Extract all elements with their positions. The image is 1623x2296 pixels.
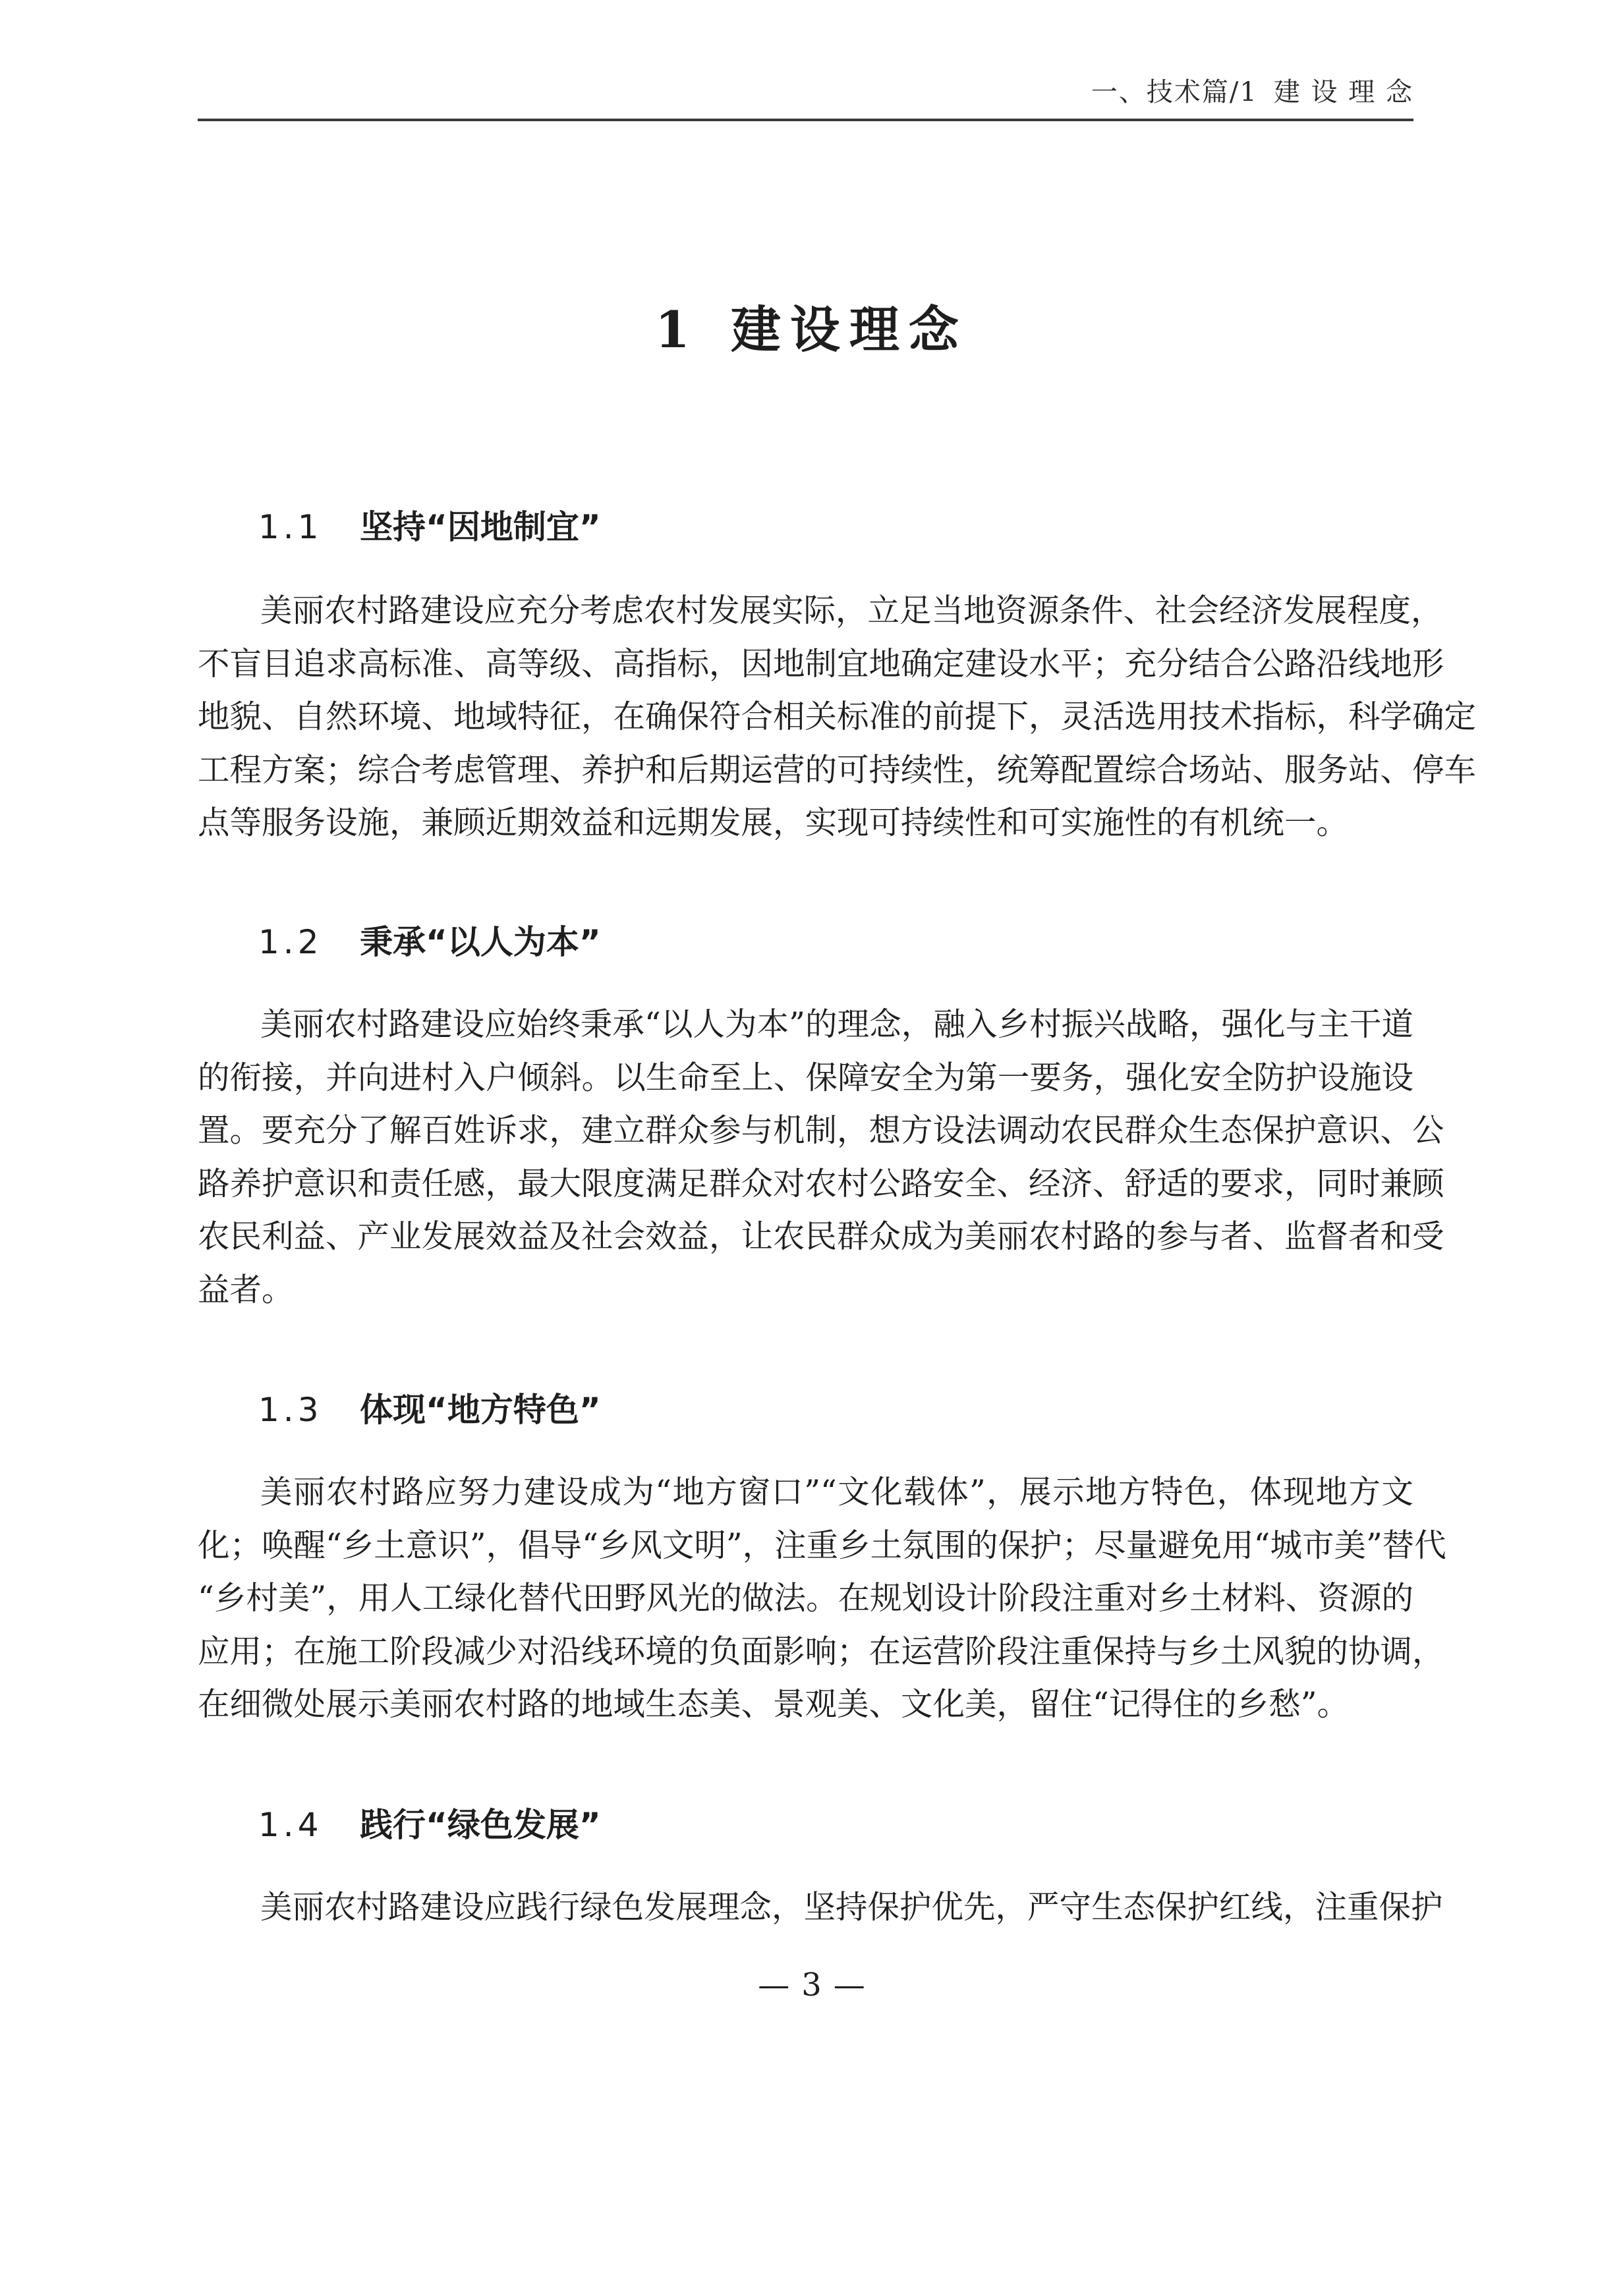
paragraph-line: 置。要充分了解百姓诉求，建立群众参与机制，想方设法调动农民群众生态保护意识、公 (198, 1112, 1444, 1149)
paragraph-line: 美丽农村路建设应践行绿色发展理念，坚持保护优先，严守生态保护红线，注重保护 (260, 1889, 1443, 1926)
section-title: 践行“绿色发展” (360, 1806, 601, 1844)
section-number: 1.2 (258, 923, 323, 961)
chapter-title-text: 建设理念 (730, 300, 968, 359)
paragraph-line: 益者。 (198, 1271, 294, 1308)
section-number: 1.4 (258, 1806, 323, 1844)
section-heading-1-3 (258, 1384, 601, 1431)
section-title: 体现“地方特色” (360, 1391, 601, 1429)
page-number (0, 1967, 1623, 2003)
header-chapter-name: 建 设 理 念 (1273, 77, 1413, 107)
paragraph-line: 的衔接，并向进村入户倾斜。以生命至上、保障安全为第一要务，强化安全防护设施设 (198, 1059, 1413, 1096)
running-header (1091, 71, 1413, 109)
header-section-path: 一、技术篇/1 (1091, 77, 1258, 107)
section-heading-1-1 (258, 501, 601, 548)
header-rule (198, 119, 1413, 121)
paragraph-line: 应用；在施工阶段减少对沿线环境的负面影响；在运营阶段注重保持与乡土风貌的协调， (198, 1633, 1444, 1670)
section-heading-1-2 (258, 916, 601, 963)
section-paragraph-1-1 (198, 584, 1477, 850)
paragraph-line: 地貌、自然环境、地域特征，在确保符合相关标准的前提下，灵活选用技术指标，科学确定 (198, 698, 1477, 735)
paragraph-line: 化；唤醒“乡土意识”，倡导“乡风文明”，注重乡土氛围的保护；尽量避免用“城市美”替代 (198, 1526, 1446, 1564)
section-number: 1.1 (258, 508, 323, 546)
section-paragraph-1-3 (198, 1466, 1446, 1731)
paragraph-line: “乡村美”，用人工绿化替代田野风光的做法。在规划设计阶段注重对乡土材料、资源的 (198, 1580, 1413, 1617)
section-paragraph-1-4 (198, 1881, 1443, 1934)
chapter-title (0, 290, 1623, 362)
paragraph-line: 美丽农村路建设应充分考虑农村发展实际，立足当地资源条件、社会经济发展程度， (260, 592, 1443, 629)
paragraph-line: 美丽农村路建设应始终秉承“以人为本”的理念，融入乡村振兴战略，强化与主干道 (260, 1006, 1413, 1043)
section-paragraph-1-2 (198, 998, 1444, 1316)
page-number-dash-right: — (833, 1967, 865, 2003)
paragraph-line: 点等服务设施，兼顾近期效益和远期发展，实现可持续性和可实施性的有机统一。 (198, 804, 1349, 841)
section-heading-1-4 (258, 1799, 601, 1846)
page-number-dash-left: — (758, 1967, 790, 2003)
chapter-number: 1 (655, 300, 699, 359)
paragraph-line: 不盲目追求高标准、高等级、高指标，因地制宜地确定建设水平；充分结合公路沿线地形 (198, 645, 1444, 683)
section-number: 1.3 (258, 1391, 323, 1429)
paragraph-line: 美丽农村路应努力建设成为“地方窗口”“文化载体”，展示地方特色，体现地方文 (260, 1474, 1413, 1511)
paragraph-line: 农民利益、产业发展效益及社会效益，让农民群众成为美丽农村路的参与者、监督者和受 (198, 1218, 1444, 1255)
paragraph-line: 工程方案；综合考虑管理、养护和后期运营的可持续性，统筹配置综合场站、服务站、停车 (198, 751, 1477, 789)
paragraph-line: 路养护意识和责任感，最大限度满足群众对农村公路安全、经济、舒适的要求，同时兼顾 (198, 1165, 1444, 1202)
section-title: 坚持“因地制宜” (360, 508, 601, 546)
page-number-value: 3 (801, 1967, 822, 2003)
paragraph-line: 在细微处展示美丽农村路的地域生态美、景观美、文化美，留住“记得住的乡愁”。 (198, 1686, 1350, 1723)
section-title: 秉承“以人为本” (360, 923, 601, 961)
